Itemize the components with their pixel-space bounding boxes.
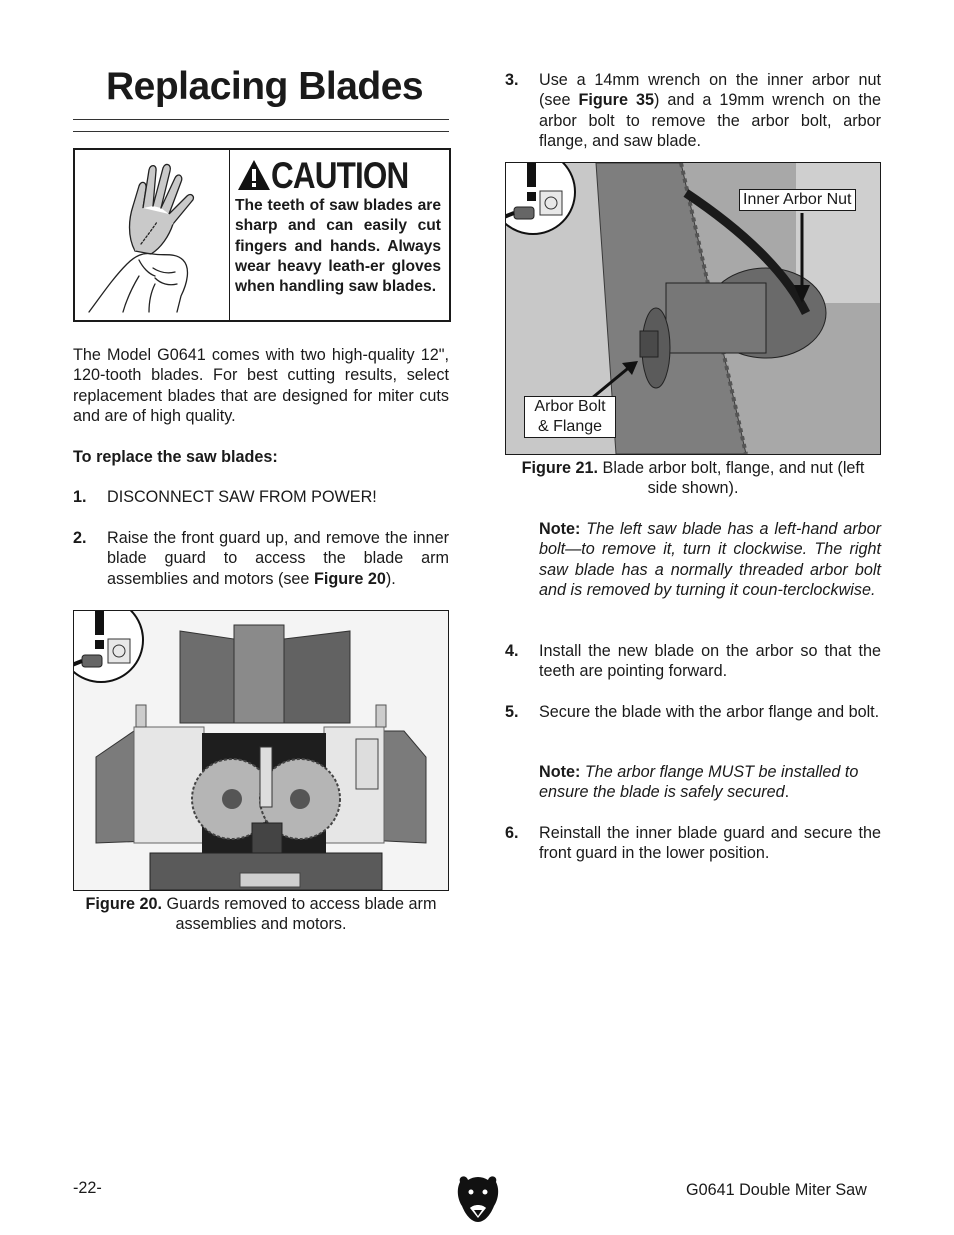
page-number: -22- xyxy=(73,1179,102,1197)
figure-label: Figure 21. xyxy=(521,459,599,477)
figure-reference: Figure 20 xyxy=(313,569,386,588)
step-text: Secure the blade with the arbor flange and bolt. xyxy=(539,703,880,721)
footer-model: G0641 Double Miter Saw xyxy=(686,1181,867,1199)
step-text: Install the new blade on the arbor so that the teeth are pointing forward. xyxy=(539,642,881,681)
grizzly-bear-logo-icon xyxy=(456,1174,500,1224)
gloved-hand-icon xyxy=(83,156,223,316)
page-title: Replacing Blades xyxy=(106,65,424,108)
figure-21-caption: Figure 21. Blade arbor bolt, flange, and nut (left side shown). xyxy=(521,459,865,498)
step-text: Use a 14mm wrench on the inner arbor nut (see Figure 35) and a 19mm wrench on the arbor bolt to remove the arbor bolt, arbor flange, and saw blade. xyxy=(539,71,881,150)
note-label: Note: xyxy=(539,520,581,538)
step-text: Raise the front guard up, and remove the inner blade guard to access the blade arm assemblies and motors (see Figure 20). xyxy=(107,529,449,588)
step-text: DISCONNECT SAW FROM POWER! xyxy=(107,488,377,506)
callout-inner-arbor-nut: Inner Arbor Nut xyxy=(739,189,856,211)
note-label: Note: xyxy=(539,763,581,781)
procedure-heading: To replace the saw blades: xyxy=(73,448,278,466)
step-6 xyxy=(505,823,881,865)
title-rule-top xyxy=(73,119,449,120)
step-4 xyxy=(505,641,881,683)
title-rule-bottom xyxy=(73,131,449,132)
caution-box xyxy=(73,148,451,322)
step-number: 4. xyxy=(505,642,519,660)
step-text: Reinstall the inner blade guard and secure the front guard in the lower position. xyxy=(539,824,881,863)
step-2 xyxy=(73,528,449,590)
figure-20-image xyxy=(73,610,449,891)
intro-paragraph: The Model G0641 comes with two high-quality 12", 120-tooth blades. For best cutting results, select replacement blades that are designed for miter cuts and are of high quality. xyxy=(73,346,449,425)
step-number: 1. xyxy=(73,488,87,506)
step-1 xyxy=(73,487,449,509)
figure-21-image xyxy=(505,162,881,455)
disconnect-power-icon xyxy=(505,162,578,237)
step-number: 6. xyxy=(505,824,519,842)
step-number: 5. xyxy=(505,703,519,721)
caution-text: The teeth of saw blades are sharp and can easily cut fingers and hands. Always wear heavy leath-er gloves when handling saw blades. xyxy=(235,197,441,296)
step-5 xyxy=(505,702,881,744)
caution-divider xyxy=(229,150,230,320)
warning-triangle-icon xyxy=(237,158,271,192)
figure-label: Figure 20. xyxy=(85,895,163,913)
step-3 xyxy=(505,70,881,152)
caution-heading: CAUTION xyxy=(271,155,409,196)
disconnect-power-icon xyxy=(73,610,146,685)
step-number: 3. xyxy=(505,71,519,89)
figure-reference: Figure 35 xyxy=(578,91,654,110)
figure-20-caption: Figure 20. Guards removed to access blade arm assemblies and motors. xyxy=(85,895,437,934)
step-number: 2. xyxy=(73,529,87,547)
caution-header xyxy=(235,156,447,198)
note-left-hand-bolt: Note: The left saw blade has a left-hand arbor bolt—to remove it, turn it clockwise. The right saw blade has a normally threaded arbor bolt and is removed by turning it coun-terclockwise. xyxy=(539,520,881,599)
note-flange-required: Note: The arbor flange MUST be installed to ensure the blade is safely secured. xyxy=(539,763,859,802)
callout-arbor-bolt-flange: Arbor Bolt & Flange xyxy=(524,396,616,438)
